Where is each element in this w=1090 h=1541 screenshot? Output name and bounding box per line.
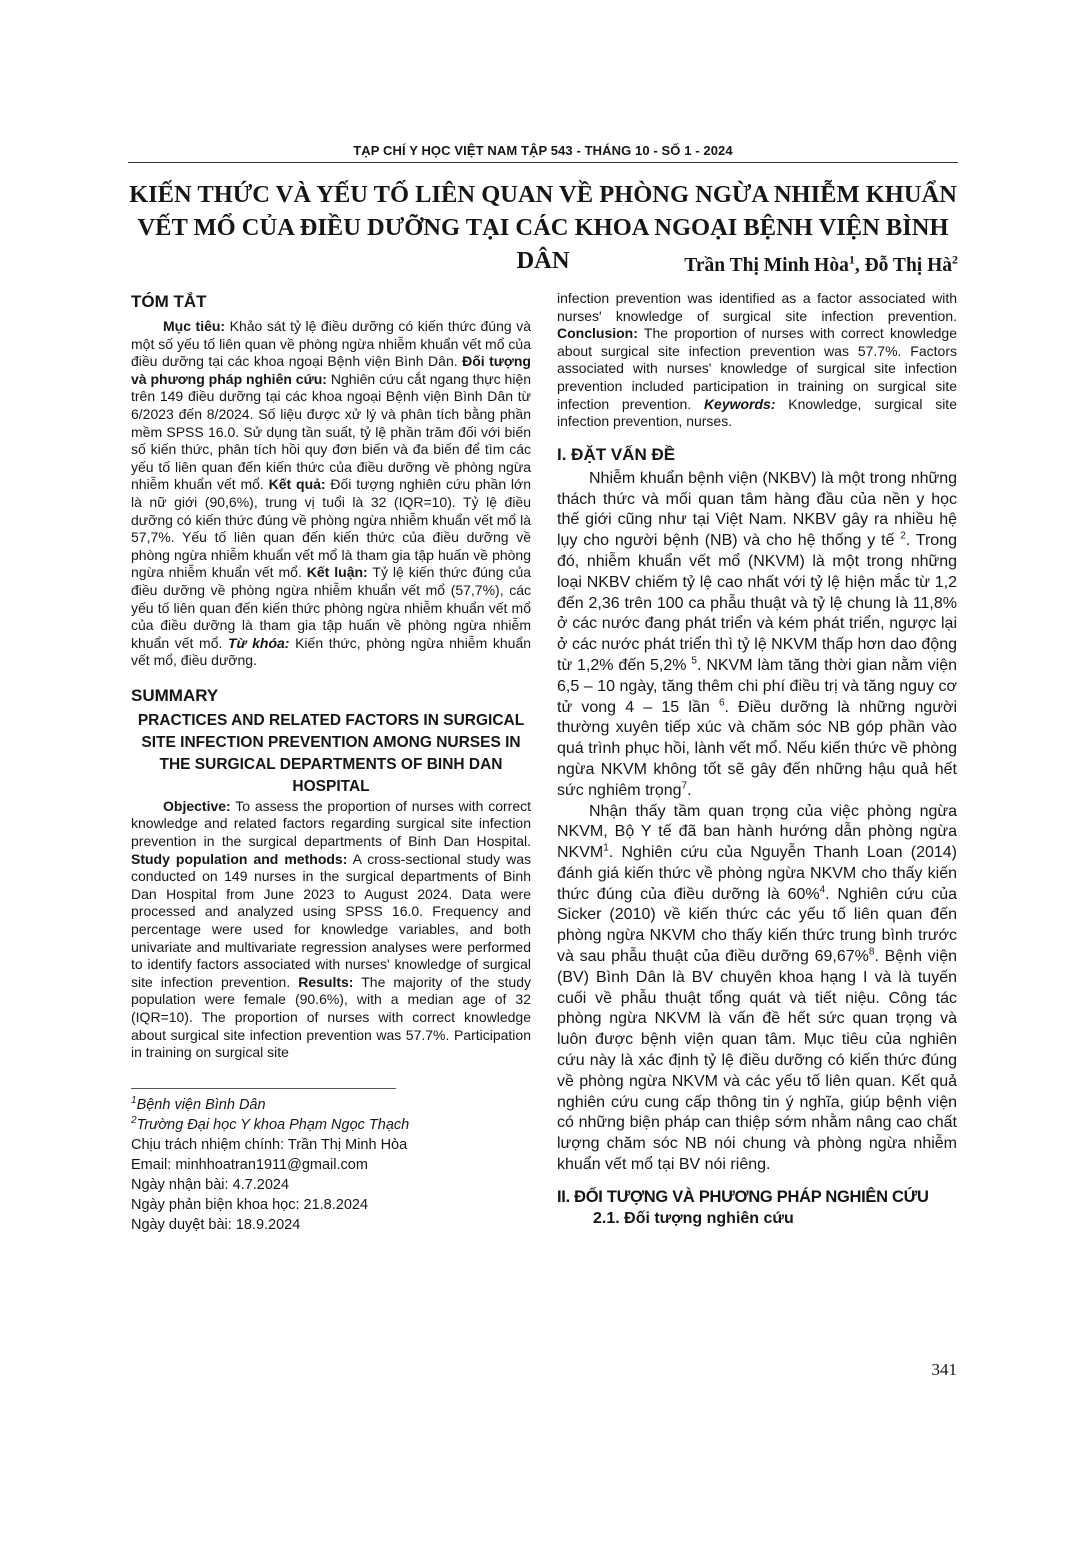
- summary-text: [131, 798, 531, 1062]
- author-separator: ,: [854, 255, 865, 276]
- label-ket-luan: Kết luận:: [306, 564, 368, 581]
- author-2: Đỗ Thị Hà: [864, 255, 952, 276]
- footnote-2-text: Trường Đại học Y khoa Phạm Ngọc Thạch: [136, 1116, 410, 1133]
- journal-running-head: TẠP CHÍ Y HỌC VIỆT NAM TẬP 543 - THÁNG 10 - SỐ 1 - 2024: [353, 143, 733, 158]
- label-keywords: Keywords:: [703, 395, 776, 412]
- section-2-1-heading: 2.1. Đối tượng nghiên cứu: [593, 1209, 794, 1227]
- right-column: [557, 290, 957, 1230]
- p1-text-e: .: [687, 781, 692, 799]
- section-1-heading: I. ĐẶT VẤN ĐỀ: [557, 444, 676, 464]
- label-results: Results:: [298, 973, 354, 990]
- title-line-2: VẾT MỔ CỦA ĐIỀU DƯỠNG TẠI CÁC KHOA NGOẠI BỆNH VIỆN BÌNH DÂN: [137, 214, 949, 274]
- author-list: [684, 252, 958, 277]
- footnote-rule: [131, 1088, 396, 1089]
- summary-text-continued: [557, 290, 957, 431]
- section-1-paragraph-1: [557, 469, 957, 802]
- label-conclusion: Conclusion:: [557, 325, 638, 342]
- text-tu-khoa: Kiến thức, phòng ngừa nhiễm khuẩn vết mổ, điều dưỡng.: [131, 634, 532, 669]
- p1-text-a: Nhiễm khuẩn bệnh viện (NKBV) là một trong những thách thức và mối quan tâm hàng đầu của nền y học thế giới cũng như tại Việt Nam. NKBV gây ra nhiều hệ lụy cho người bệnh (NB) và cho hệ thống y tế: [557, 469, 957, 550]
- text-muc-tieu: Khảo sát tỷ lệ điều dưỡng có kiến thức đúng và một số yếu tố liên quan về phòng ngừa nhiễm khuẩn vết mổ của điều dưỡng tại các khoa ngoại Bệnh viện Bình Dân.: [131, 318, 531, 370]
- summary-title: PRACTICES AND RELATED FACTORS IN SURGICAL SITE INFECTION PREVENTION AMONG NURSES IN THE SURGICAL DEPARTMENTS OF BINH DAN HOSPITAL: [137, 711, 525, 795]
- citation-1: 1: [603, 842, 609, 854]
- footnote-received: Ngày nhận bài: 4.7.2024: [131, 1176, 290, 1193]
- footnote-responsible: Chịu trách nhiệm chính: Trần Thị Minh Hòa: [131, 1136, 408, 1153]
- header-rule: [128, 162, 958, 163]
- text-conclusion: The proportion of nurses with correct knowledge about surgical site infection prevention was 57.7%. Factors associated with nurses' knowledge of surgical site infection prevention included participation in training on surgical site infection prevention.: [557, 325, 957, 412]
- footnote-affil-1: [131, 1095, 531, 1115]
- author-1: Trần Thị Minh Hòa: [684, 255, 849, 276]
- footnote-2-marker: 2: [131, 1114, 137, 1126]
- footnote-reviewed: Ngày phản biện khoa học: 21.8.2024: [131, 1196, 369, 1213]
- footnote-email: Email: minhhoatran1911@gmail.com: [131, 1156, 368, 1173]
- title-line-1: KIẾN THỨC VÀ YẾU TỐ LIÊN QUAN VỀ PHÒNG NGỪA NHIỄM KHUẨN: [129, 181, 957, 208]
- page-number: 341: [931, 1360, 957, 1379]
- footnote-accepted: Ngày duyệt bài: 18.9.2024: [131, 1216, 301, 1233]
- citation-2: 2: [900, 530, 906, 542]
- citation-4: 4: [819, 884, 826, 896]
- text-results: The majority of the study population were female (90.6%), with a median age of 32 (IQR=10). The proportion of nurses with correct knowledge about surgical site infection prevention was 57.7%. Participation in training on surgical site: [131, 973, 531, 1061]
- author-2-affil: 2: [952, 252, 958, 267]
- label-ket-qua: Kết quả:: [268, 476, 326, 493]
- section-1-paragraph-2: [557, 802, 957, 1176]
- abstract-vi-text: [131, 318, 531, 670]
- text-ket-qua: Đối tượng nghiên cứu phần lớn là nữ giới (90,6%), trung vị tuổi là 32 (IQR=10). Tỷ lệ điều dưỡng có kiến thức đúng về phòng ngừa nhiễm khuẩn vết mổ là 57,7%. Yếu tố liên quan đến kiến thức của điều dưỡng về phòng ngừa nhiễm khuẩn vết mổ là tham gia tập huấn về phòng ngừa nhiễm khuẩn vết mổ.: [131, 476, 532, 581]
- abstract-vi-heading: TÓM TẮT: [131, 292, 207, 311]
- footnote-1-marker: 1: [131, 1094, 137, 1106]
- section-2-heading: II. ĐỐI TƯỢNG VÀ PHƯƠNG PHÁP NGHIÊN CỨU: [557, 1187, 929, 1206]
- label-methods: Study population and methods:: [131, 850, 348, 867]
- text-doi-tuong: Nghiên cứu cắt ngang thực hiện trên 149 điều dưỡng tại các khoa ngoại Bệnh viện Bình Dân từ 6/2023 đến 8/2024. Số liệu được xử lý và phân tích bằng phần mềm SPSS 16.0. Sử dụng tần suất, tỷ lệ phần trăm đối với biến số kiến thức, phân tích hồi quy đơn biến và đa biến để tìm các yếu tố liên quan đến kiến thức của điều dưỡng về phòng ngừa nhiễm khuẩn vết mổ.: [131, 370, 532, 493]
- label-doi-tuong: Đối tượng và phương pháp nghiên cứu:: [131, 353, 531, 387]
- left-column: [131, 290, 531, 1235]
- text-objective: To assess the proportion of nurses with correct knowledge and related factors regarding surgical site infection prevention in the surgical departments of Binh Dan Hospital.: [131, 797, 531, 850]
- label-muc-tieu: Mục tiêu:: [163, 318, 226, 334]
- citation-6: 6: [718, 697, 725, 709]
- p2-text-a: Nhận thấy tầm quan trọng của việc phòng ngừa NKVM, Bộ Y tế đã ban hành hướng dẫn phòng ngừa NKVM: [557, 802, 957, 862]
- text-keywords: Knowledge, surgical site infection prevention, nurses.: [557, 395, 957, 430]
- text-results-cont: infection prevention was identified as a factor associated with nurses' knowledge of surgical site infection prevention.: [557, 290, 957, 324]
- footnote-1-text: Bệnh viện Bình Dân: [136, 1096, 266, 1113]
- p1-text-b: . Trong đó, nhiễm khuẩn vết mổ (NKVM) là một trong những loại NKBV chiếm tỷ lệ cao nhất với tỷ lệ hiện mắc từ 1,2 đến 2,36 trên 100 ca phẫu thuật và tỷ lệ chung là 11,8% ở các nước đang phát triển và kém phát triển, ngược lại ở các nước phát triển thì tỷ lệ NKVM thấp hơn dao động từ 1,2% đến 5,2%: [557, 532, 957, 674]
- p1-text-d: . Điều dưỡng là những người thường xuyên tiếp xúc và chăm sóc NB góp phần vào quá trình phục hồi, lành vết mổ. Nếu kiến thức về phòng ngừa NKVM không tốt sẽ gây đến những hậu quả hết sức nghiêm trọng: [557, 698, 958, 799]
- citation-7: 7: [681, 780, 688, 792]
- summary-heading: SUMMARY: [131, 685, 219, 705]
- p1-text-c: . NKVM làm tăng thời gian nằm viện 6,5 – 10 ngày, tăng thêm chi phí điều trị và tăng nguy cơ tử vong 4 – 15 lần: [557, 656, 957, 716]
- citation-5: 5: [691, 655, 697, 667]
- text-methods: A cross-sectional study was conducted on 149 nurses in the surgical departments of Binh Dan Hospital from June 2023 to August 2024. Data were processed and analyzed using SPSS 16.0. Frequency and percentage were used for knowledge variables, and both univariate and multivariate regression analyses were performed to identify factors associated with nurses' knowledge of surgical site infection prevention.: [131, 850, 531, 990]
- label-tu-khoa: Từ khóa:: [227, 634, 290, 651]
- label-objective: Objective:: [163, 797, 231, 814]
- author-1-affil: 1: [848, 252, 855, 267]
- citation-8: 8: [868, 946, 875, 958]
- p2-text-c: . Nghiên cứu của Sicker (2010) về kiến thức các yếu tố liên quan đến phòng ngừa NKVM cho thấy kiến thức trung bình trước và sau phẫu thuật của điều dưỡng 69,67%: [557, 885, 957, 966]
- p2-text-d: . Bệnh viện (BV) Bình Dân là BV chuyên khoa hạng I và là tuyến cuối về phẫu thuật tổng quát và tiết niệu. Công tác phòng ngừa NKVM là vấn đề hết sức quan trọng và luôn được bệnh viện quan tâm. Mục tiêu của nghiên cứu này là xác định tỷ lệ điều dưỡng có kiến thức đúng về phòng ngừa NKVM và các yếu tố liên quan. Kết quả nghiên cứu cung cấp thông tin ý nghĩa, giúp bệnh viện có những biện pháp can thiệp sớm nhằm nâng cao chất lượng chăm sóc NB nói chung và phòng ngừa nhiễm khuẩn vết mổ tại BV nói riêng.: [557, 948, 958, 1174]
- p2-text-b: . Nghiên cứu của Nguyễn Thanh Loan (2014) đánh giá kiến thức về phòng ngừa NKVM cho thấy kiến thức đúng của điều dưỡng là 60%: [557, 844, 957, 903]
- text-ket-luan: Tỷ lệ kiến thức đúng của điều dưỡng về phòng ngừa nhiễm khuẩn vết mổ (57,7%), các yếu tố liên quan đến kiến thức phòng ngừa nhiễm khuẩn vết mổ của điều dưỡng là tham gia tập huấn về phòng ngừa nhiễm khuẩn vết mổ.: [131, 564, 532, 651]
- footnote-affil-2: [131, 1115, 531, 1135]
